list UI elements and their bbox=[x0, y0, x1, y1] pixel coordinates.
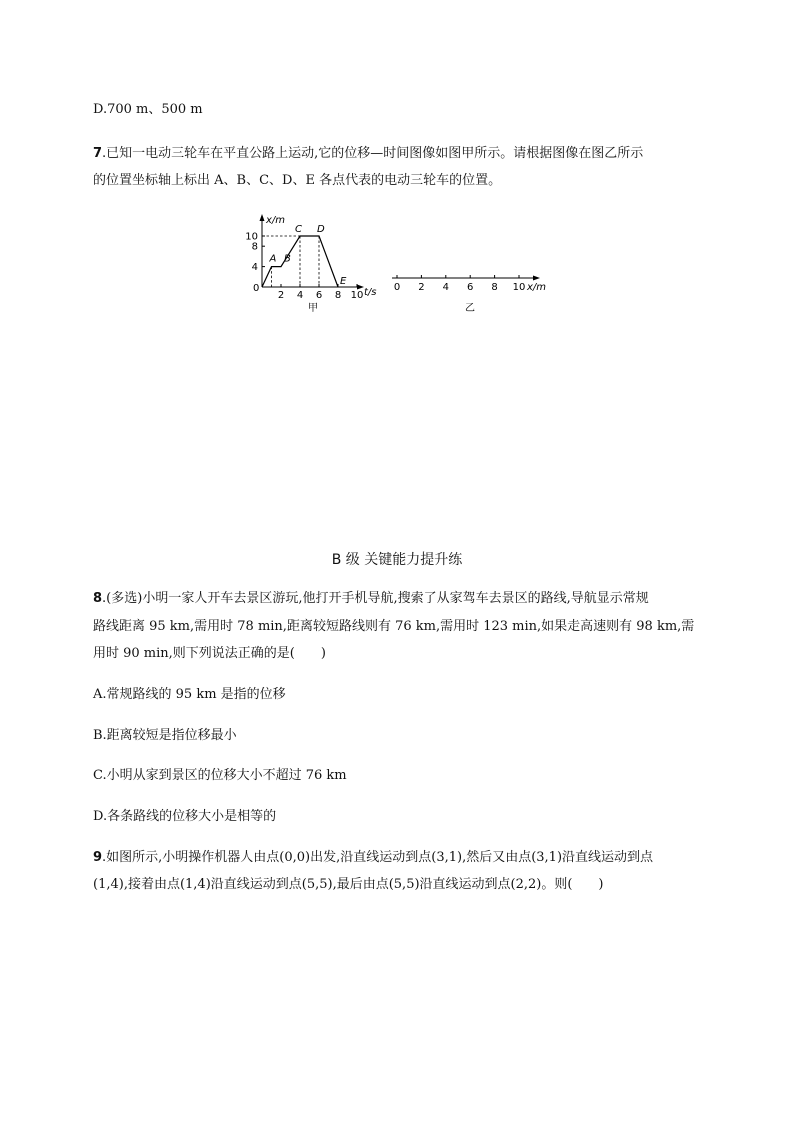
y-tick-label: 4 bbox=[251, 262, 258, 274]
point-labels bbox=[269, 224, 348, 287]
x-tick-label: 8 bbox=[334, 290, 342, 301]
position-tick-label: 2 bbox=[418, 282, 425, 293]
section-b-title: B 级 关键能力提升练 bbox=[331, 552, 463, 568]
q8-option-d: D.各条路线的位移大小是相等的 bbox=[93, 809, 277, 824]
x-tick-label: 4 bbox=[296, 290, 304, 301]
x-tick-label: 2 bbox=[277, 290, 285, 301]
q9-text-1: .如图所示,小明操作机器人由点(0,0)出发,沿直线运动到点(3,1),然后又由点(3,1)沿直线运动到点 bbox=[102, 850, 654, 865]
q7-text-1: .已知一电动三轮车在平直公路上运动,它的位移—时间图像如图甲所示。请根据图像在图乙所示 bbox=[102, 146, 644, 161]
origin-label: 0 bbox=[253, 283, 260, 294]
q8-line-1 bbox=[93, 590, 649, 608]
q8-option-b: B.距离较短是指位移最小 bbox=[93, 728, 237, 743]
position-axis-arrow bbox=[533, 276, 540, 281]
position-ticks bbox=[394, 275, 526, 293]
y-tick-label: 10 bbox=[245, 231, 258, 243]
q8-option-a: A.常规路线的 95 km 是指的位移 bbox=[93, 687, 286, 702]
position-tick-label: 10 bbox=[512, 282, 526, 293]
point-label-C: C bbox=[295, 224, 302, 235]
dashed-guides bbox=[262, 236, 319, 287]
position-axis-yi bbox=[392, 275, 546, 314]
series-line bbox=[262, 236, 338, 287]
figure-yi-caption: 乙 bbox=[465, 303, 475, 314]
q9-number: 9 bbox=[93, 850, 103, 865]
xt-graph bbox=[245, 214, 376, 314]
point-label-D: D bbox=[317, 224, 325, 235]
y-ticks bbox=[245, 232, 265, 274]
x-axis-arrow bbox=[357, 285, 364, 290]
point-label-B: B bbox=[284, 253, 291, 265]
q8-text-1: .(多选)小明一家人开车去景区游玩,他打开手机导航,搜索了从家驾车去景区的路线,导航显示常规 bbox=[102, 591, 649, 606]
q8-number: 8 bbox=[93, 591, 103, 606]
q8-line-2: 路线距离 95 km,需用时 78 min,距离较短路线则有 76 km,需用时 123 min,如果走高速则有 98 km,需 bbox=[93, 619, 695, 634]
q9-line-2: (1,4),接着由点(1,4)沿直线运动到点(5,5),最后由点(5,5)沿直线运动到点(2,2)。则( ) bbox=[93, 877, 604, 892]
q8-option-c: C.小明从家到景区的位移大小不超过 76 km bbox=[93, 768, 347, 783]
position-axis-label: x/m bbox=[527, 282, 547, 293]
x-axis-label: t/s bbox=[364, 287, 377, 298]
q8-line-3: 用时 90 min,则下列说法正确的是( ) bbox=[93, 646, 326, 661]
q7-line-2: 的位置坐标轴上标出 A、B、C、D、E 各点代表的电动三轮车的位置。 bbox=[93, 173, 502, 188]
position-tick-label: 0 bbox=[393, 282, 401, 293]
position-tick-label: 4 bbox=[442, 282, 449, 293]
position-tick-label: 8 bbox=[491, 282, 498, 293]
q9-line-1 bbox=[93, 849, 653, 867]
position-tick-label: 6 bbox=[467, 282, 474, 293]
q7-line-1 bbox=[93, 145, 643, 163]
x-tick-label: 6 bbox=[315, 290, 323, 301]
y-axis-arrow bbox=[260, 214, 265, 221]
y-tick-label: 8 bbox=[251, 241, 258, 253]
y-axis-label: x/m bbox=[266, 215, 286, 226]
x-tick-label: 10 bbox=[350, 290, 364, 301]
q6-option-d: D.700 m、500 m bbox=[93, 102, 203, 117]
point-label-A: A bbox=[269, 253, 277, 265]
figure-jia-caption: 甲 bbox=[308, 303, 318, 314]
x-ticks bbox=[278, 284, 364, 301]
point-label-E: E bbox=[340, 276, 347, 287]
q7-number: 7 bbox=[93, 146, 103, 161]
